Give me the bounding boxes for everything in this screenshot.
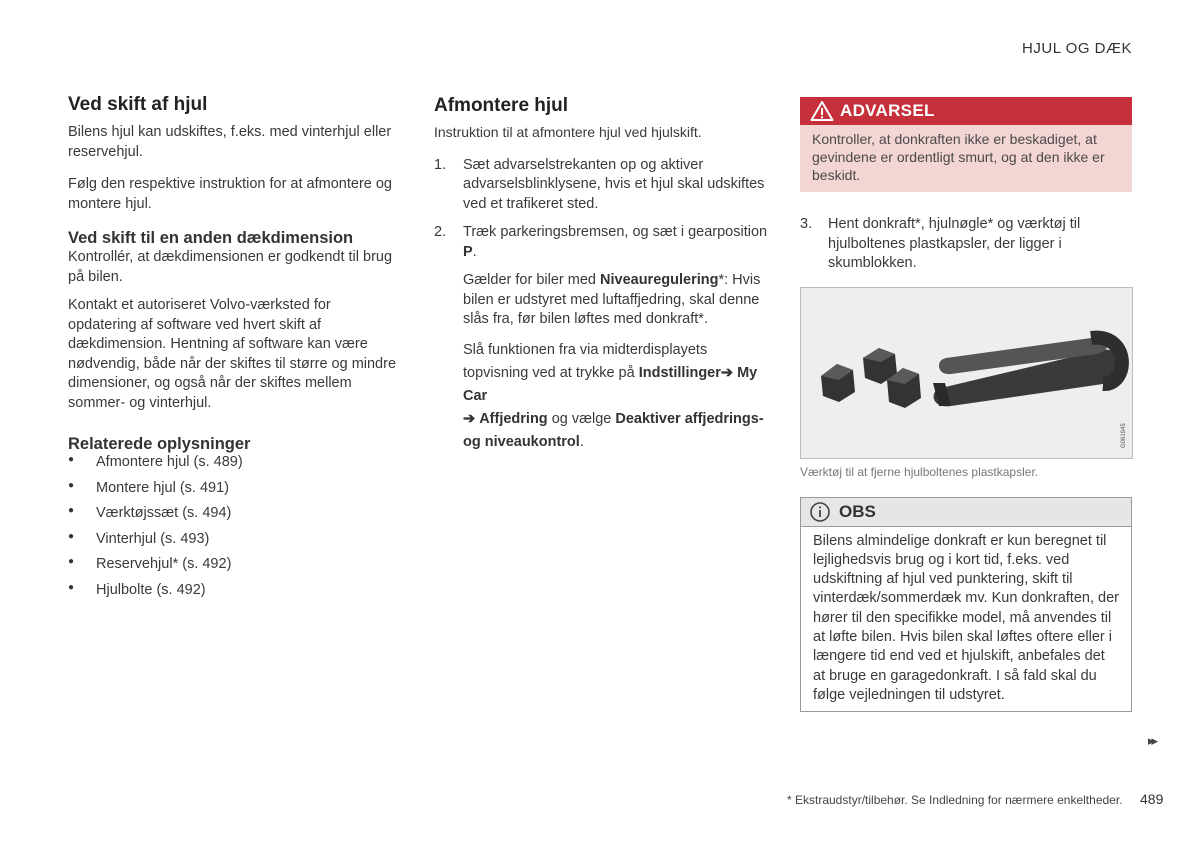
column-middle xyxy=(434,95,769,454)
step-text: Hent donkraft*, hjulnøgle* og værktøj til hjulboltenes plastkapsler, der ligger i skumblokken. xyxy=(828,216,1081,271)
intro-text: Bilens hjul kan udskiftes, f.eks. med vinterhjul eller reservehjul. xyxy=(68,124,392,160)
related-link[interactable]: ● Værktøjssæt (s. 494) xyxy=(68,505,403,531)
arrow-right-icon: ➔ xyxy=(463,410,476,427)
step-1 xyxy=(434,156,769,215)
related-links-list xyxy=(68,454,403,607)
note-label: OBS xyxy=(839,501,876,521)
next-page-icon[interactable]: ▸▸ xyxy=(1148,733,1156,748)
related-info-title: Relaterede oplysninger xyxy=(68,435,251,453)
paragraph: Kontakt et autoriseret Volvo-værksted for opdatering af software ved hvert skift af dækdimension. Hentning af software kan være nødvendig, både når der skiftes til større og mindre dimensioner, og også når der skiftes mellem sommer- og vinterhjul. xyxy=(68,297,397,411)
step-text-main: Træk parkeringsbremsen, og sæt i gearposition xyxy=(463,224,768,240)
warning-triangle-icon xyxy=(810,100,834,122)
warning-header xyxy=(800,97,1132,125)
settings-path-note xyxy=(463,339,769,454)
warning-text: Kontroller, at donkraften ikke er beskadiget, at gevindene er ordentligt smurt, og at den ikke er beskidt. xyxy=(800,125,1132,192)
column-right xyxy=(800,97,1132,712)
page-number: 489 xyxy=(1140,791,1164,807)
note-text: Gælder for biler med xyxy=(463,272,596,288)
menu-suspension: Affjedring xyxy=(479,410,548,427)
subsection-title: Ved skift til en anden dækdimension xyxy=(68,229,354,247)
warning-label: ADVARSEL xyxy=(840,101,935,120)
info-circle-icon xyxy=(809,501,831,523)
image-code: G061945 xyxy=(1121,422,1127,448)
note-box xyxy=(800,497,1132,713)
section-title-wheel-change: Ved skift af hjul xyxy=(68,94,208,115)
related-link[interactable]: ● Vinterhjul (s. 493) xyxy=(68,531,403,557)
related-link[interactable]: ● Montere hjul (s. 491) xyxy=(68,480,403,506)
tool-illustration xyxy=(800,287,1133,459)
step-3 xyxy=(800,215,1132,274)
related-link[interactable]: ● Hjulbolte (s. 492) xyxy=(68,582,403,608)
image-caption: Værktøj til at fjerne hjulboltenes plastkapsler. xyxy=(800,464,1039,479)
level-control-term: Niveauregulering xyxy=(600,272,719,288)
deactivate-option: Deaktiver affjedrings- og niveaukontrol xyxy=(463,410,764,450)
note-header xyxy=(801,498,1131,527)
step-text: Sæt advarselstrekanten op og aktiver advarselsblinklysene, hvis et hjul skal udskiftes ved et trafikeret sted. xyxy=(463,156,765,212)
step-number: 2. xyxy=(434,224,447,240)
note-text: og vælge xyxy=(551,410,612,427)
gear-position: P xyxy=(463,243,473,260)
warning-box xyxy=(800,97,1132,192)
section-title-remove-wheel: Afmontere hjul xyxy=(434,95,569,116)
related-link[interactable]: ● Afmontere hjul (s. 489) xyxy=(68,454,403,480)
section-header: HJUL OG DÆK xyxy=(1022,40,1132,57)
step-number: 3. xyxy=(800,216,813,232)
step-number: 1. xyxy=(434,156,447,173)
suspension-note xyxy=(463,271,769,330)
note-text: Bilens almindelige donkraft er kun beregnet til lejlighedsvis brug og i kort tid, f.eks. ved udskiftning af hjul ved punktering, skift til vinterdæk/sommerdæk mv. Kun donkraften, der hører til den specifikke model, må anvendes til at løfte bilen. Hvis bilen skal løftes oftere eller i længere tid end ved et hjulskift, anbefales det at bruge en garagedonkraft. I så fald skal du følge vejledningen til udstyret. xyxy=(813,532,1119,703)
punctuation: . xyxy=(472,243,477,260)
arrow-right-icon: ➔ xyxy=(720,364,734,381)
paragraph: Kontrollér, at dækdimensionen er godkendt til brug på bilen. xyxy=(68,249,393,285)
step-2 xyxy=(434,223,769,454)
related-link[interactable]: ● Reservehjul* (s. 492) xyxy=(68,556,403,582)
note-text: *: Hvis bilen er udstyret med luftaffjedring, skal denne slås fra, før bilen løftes med donkraft*. xyxy=(463,272,761,327)
column-left xyxy=(68,94,403,607)
plastic-cap-tool-image xyxy=(801,288,1132,458)
punctuation: . xyxy=(579,433,584,450)
intro-text: Instruktion til at afmontere hjul ved hjulskift. xyxy=(434,124,702,140)
menu-settings: Indstillinger xyxy=(638,364,721,381)
paragraph: Følg den respektive instruktion for at afmontere og montere hjul. xyxy=(68,176,392,212)
menu-my-car: My Car xyxy=(463,364,758,404)
note-text: Slå funktionen fra via midterdisplayets topvisning ved at trykke på xyxy=(463,341,708,381)
footer-note: * Ekstraudstyr/tilbehør. Se Indledning for nærmere enkeltheder. xyxy=(787,793,1123,807)
step-text xyxy=(463,223,769,262)
